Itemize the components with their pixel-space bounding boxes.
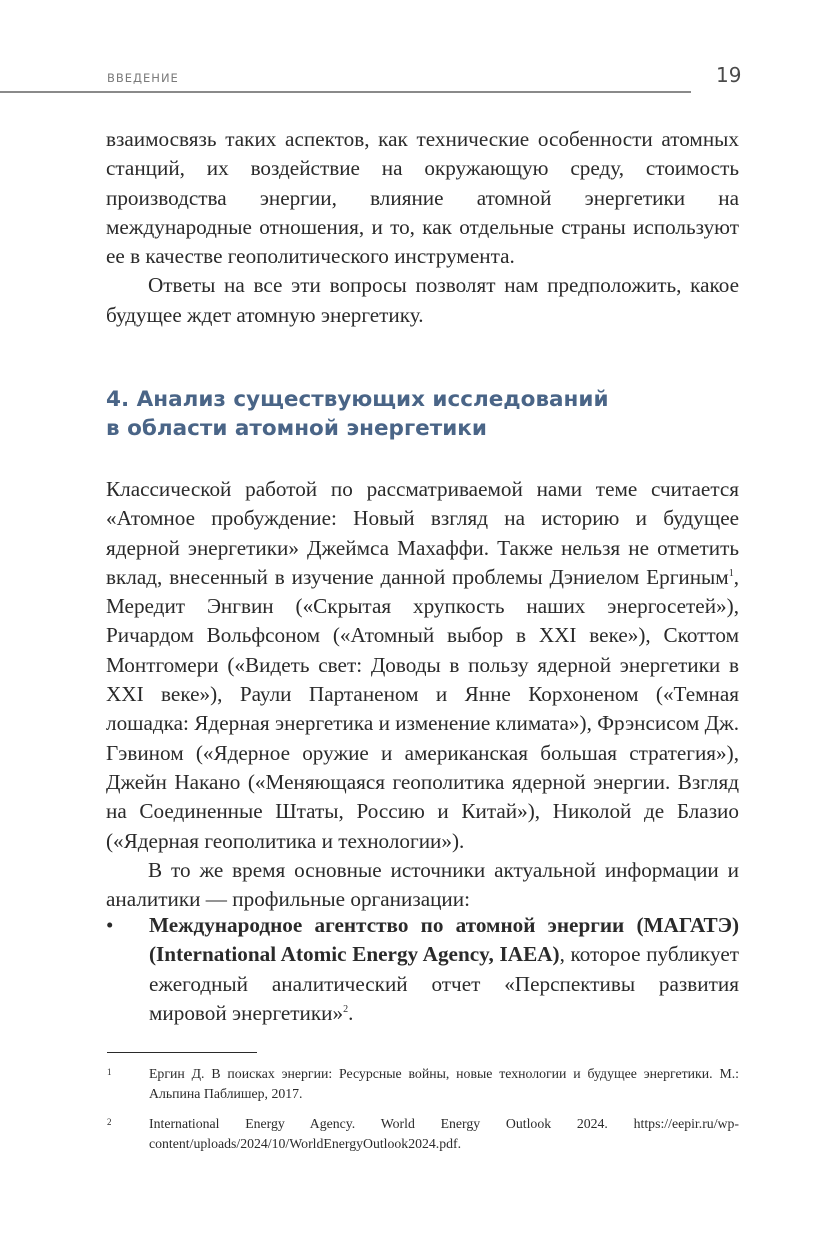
running-header: ВВЕДЕНИЕ	[107, 71, 179, 85]
footnote-text: Ергин Д. В поисках энергии: Ресурсные войны, новые технологии и будущее энергетики. М.: Альпина Паблишер, 2017.	[149, 1066, 739, 1101]
paragraph-text: , Мередит Энгвин («Скрытая хрупкость наших энергосетей»), Ричардом Вольфсоном («Атомный выбор в XXI веке»), Скоттом Монтгомери («Видеть свет: Доводы в пользу ядерной энергетики в XXI веке»), Раули Партаненом и Янне Корхоненом («Темная лошадка: Ядерная энергетика и изменение климата»), Фрэнсисом Дж. Гэвином («Ядерное оружие и американская большая стратегия»), Джейн Накано («Меняющаяся геополитика ядерной энергии. Взгляд на Соединенные Штаты, Россию и Китай»), Николой де Блазио («Ядерная геополитика и технологии»).	[106, 564, 739, 853]
paragraph: В то же время основные источники актуальной информации и аналитики — профильные организации:	[106, 857, 739, 912]
section-heading-line: в области атомной энергетики	[106, 416, 487, 441]
page-number: 19	[716, 63, 742, 87]
footnote-ref[interactable]: 1	[728, 567, 734, 579]
organization-name: Международное агентство по атомной энергии (МАГАТЭ) (International Atomic Energy Agency, IAEA)	[149, 913, 739, 967]
footnote-text[interactable]: International Energy Agency. World Energy Outlook 2024. https://eepir.ru/wp-content/uploads/2024/10/WorldEnergyOutlook2024.pdf.	[149, 1116, 739, 1151]
list-item-desc: , которое публикует ежегодный аналитический отчет «Перспективы развития мировой энергетики»	[149, 942, 739, 1025]
paragraph: Ответы на все эти вопросы позволят нам предположить, какое будущее ждет атомную энергетику.	[106, 273, 739, 327]
footnote-rule	[107, 1052, 257, 1053]
footnote	[107, 1114, 739, 1154]
bullet-icon: •	[106, 913, 114, 937]
header-rule	[0, 91, 691, 93]
punctuation: .	[348, 1000, 354, 1025]
paragraph	[106, 475, 739, 856]
intro-text	[106, 125, 739, 330]
section-heading	[106, 385, 726, 443]
paragraph: взаимосвязь таких аспектов, как технические особенности атомных станций, их воздействие на окружающую среду, стоимость производства энергии, влияние атомной энергетики на международные отношения, и то, как отдельные страны используют ее в качестве геополитического инструмента.	[106, 127, 739, 269]
footnote-number: 1	[107, 1067, 112, 1077]
footnote	[107, 1064, 739, 1104]
paragraph-text: Классической работой по рассматриваемой нами теме считается «Атомное пробуждение: Новый взгляд на историю и будущее ядерной энергетики» Джеймса Махаффи. Также нельзя не отметить вклад, внесенный в изучение данной проблемы Дэниелом Ергиным	[106, 477, 739, 589]
footnote-ref[interactable]: 2	[343, 1003, 349, 1015]
list-item-text	[149, 911, 739, 1028]
main-text	[106, 475, 739, 914]
section-heading-line: 4. Анализ существующих исследований	[106, 387, 609, 412]
list-item	[106, 911, 739, 1028]
footnote-number: 2	[107, 1117, 112, 1127]
